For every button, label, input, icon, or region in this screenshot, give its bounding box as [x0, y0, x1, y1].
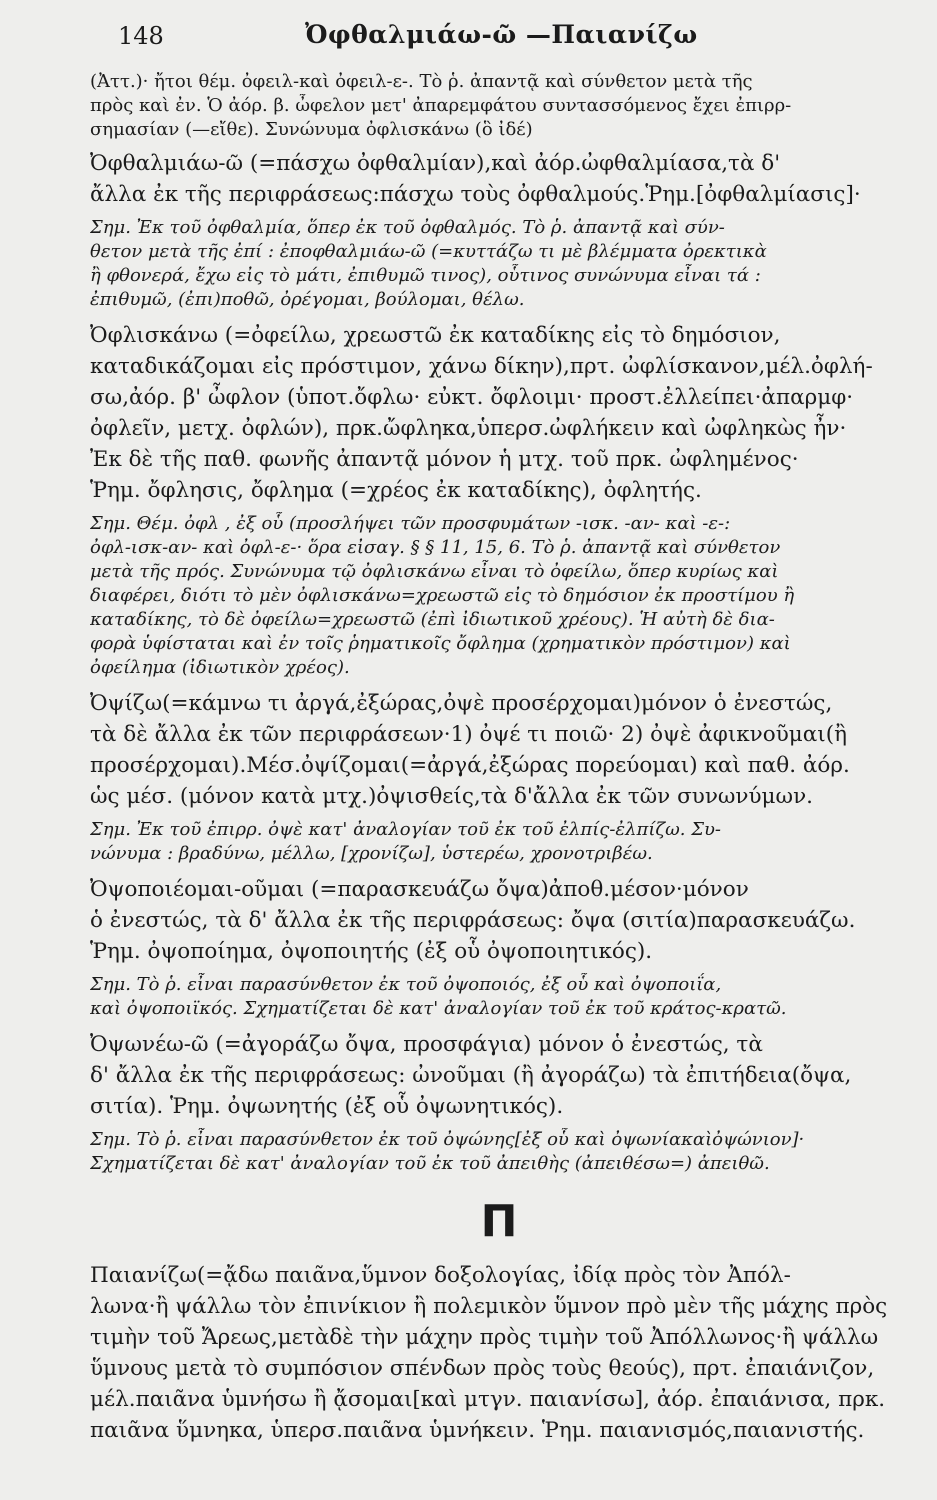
entry-opsopoieomai: [90, 874, 908, 967]
page-number: 148: [118, 22, 164, 50]
note-opsopoieomai: [90, 973, 908, 1021]
note-opsoneo: [90, 1128, 908, 1176]
text-line: ὁ ἐνεστώς, τὰ δ' ἄλλα ἐκ τῆς περιφράσεως: ὄψα (σιτία)παρασκευάζω.: [90, 908, 856, 933]
text-line: δ' ἄλλα ἐκ τῆς περιφράσεως: ὠνοῦμαι (ἢ ἀγοράζω) τὰ ἐπιτήδεια(ὄψα,: [90, 1063, 852, 1088]
note-line: διαφέρει, διότι τὸ μὲν ὀφλισκάνω=χρεωστῶ εἰς τὸ δημόσιον ἐκ προστίμου ἢ: [90, 585, 795, 606]
text-line: παιᾶνα ὕμνηκα, ὑπερσ.παιᾶνα ὑμνήκειν. Ῥημ. παιανισμός,παιανιστής.: [90, 1418, 865, 1443]
entry-ophthalmiao: [90, 148, 908, 210]
text-line: πρὸς καὶ ἐν. Ὁ ἀόρ. β. ὦφελον μετ' ἀπαρεμφάτου συντασσόμενος ἔχει ἐπιρρ-: [90, 95, 792, 116]
entry-ophliskano: [90, 320, 908, 506]
text-line: σημασίαν (—εἴθε). Συνώνυμα ὀφλισκάνω (ὃ ἰδέ): [90, 119, 533, 140]
text-line: μέλ.παιᾶνα ὑμνήσω ἢ ᾄσομαι[καὶ μτγν. παιανίσω], ἀόρ. ἐπαιάνισα, πρκ.: [90, 1387, 886, 1412]
note-line: ἢ φθονερά, ἔχω εἰς τὸ μάτι, ἐπιθυμῶ τινος), οὗτινος συνώνυμα εἶναι τά :: [90, 265, 761, 286]
note-line: Σημ. Τὸ ῥ. εἶναι παρασύνθετον ἐκ τοῦ ὀψώνης[ἐξ οὗ καὶ ὀψωνίακαὶὀψώνιον]·: [90, 1129, 805, 1150]
text-line: Ὀψωνέω-ῶ (=ἀγοράζω ὄψα, προσφάγια) μόνον ὁ ἐνεστώς, τὰ: [90, 1032, 763, 1057]
text-line: τὰ δὲ ἄλλα ἐκ τῶν περιφράσεων·1) ὀψέ τι ποιῶ· 2) ὀψὲ ἀφικνοῦμαι(ἢ: [90, 722, 847, 747]
text-line: ὡς μέσ. (μόνον κατὰ μτχ.)ὀψισθείς,τὰ δ'ἄλλα ἐκ τῶν συνωνύμων.: [90, 784, 813, 809]
text-line: Παιανίζω(=ᾄδω παιᾶνα,ὕμνον δοξολογίας, ἰδίᾳ πρὸς τὸν Ἀπόλ-: [90, 1263, 791, 1288]
note-ophthalmiao: [90, 216, 908, 312]
text-line: (Ἀττ.)· ἤτοι θέμ. ὀφειλ-καὶ ὀφειλ-ε-. Τὸ ῥ. ἀπαντᾷ καὶ σύνθετον μετὰ τῆς: [90, 71, 753, 92]
note-line: Σημ. Τὸ ῥ. εἶναι παρασύνθετον ἐκ τοῦ ὀψοποιός, ἐξ οὗ καὶ ὀψοποιΐα,: [90, 974, 722, 995]
text-line: Ῥημ. ὀψοποίημα, ὀψοποιητής (ἐξ οὗ ὀψοποιητικός).: [90, 939, 653, 964]
entry-opsizo: [90, 688, 908, 812]
text-line: ὀφλεῖν, μετχ. ὀφλών), πρκ.ὤφληκα,ὑπερσ.ὠφλήκειν καὶ ὠφληκὼς ἦν·: [90, 416, 847, 441]
note-line: καὶ ὀψοποιϊκός. Σχηματίζεται δὲ κατ' ἀναλογίαν τοῦ ἐκ τοῦ κράτος-κρατῶ.: [90, 998, 787, 1019]
text-line: Ὀφθαλμιάω-ῶ (=πάσχω ὀφθαλμίαν),καὶ ἀόρ.ὠφθαλμίασα,τὰ δ': [90, 151, 781, 176]
note-line: καταδίκης, τὸ δὲ ὀφείλω=χρεωστῶ (ἐπὶ ἰδιωτικοῦ χρέους). Ἡ αὐτὴ δὲ δια-: [90, 609, 775, 630]
note-line: ἐπιθυμῶ, (ἐπι)ποθῶ, ὀρέγομαι, βούλομαι, θέλω.: [90, 289, 525, 310]
note-line: Σημ. Ἐκ τοῦ ἐπιρρ. ὀψὲ κατ' ἀναλογίαν τοῦ ἐκ τοῦ ἐλπίς-ἐλπίζω. Συ-: [90, 819, 722, 840]
page-header: [0, 18, 937, 58]
text-line: Ὀψοποιέομαι-οῦμαι (=παρασκευάζω ὄψα)ἀποθ.μέσον·μόνον: [90, 877, 749, 902]
text-line: Ῥημ. ὄφλησις, ὄφλημα (=χρέος ἐκ καταδίκης), ὀφλητής.: [90, 478, 702, 503]
note-line: Σχηματίζεται δὲ κατ' ἀναλογίαν τοῦ ἐκ τοῦ ἀπειθὴς (ἀπειθέσω=) ἀπειθῶ.: [90, 1153, 770, 1174]
text-line: Ὀψίζω(=κάμνω τι ἀργά,ἐξώρας,ὀψὲ προσέρχομαι)μόνον ὁ ἐνεστώς,: [90, 691, 833, 716]
note-opsizo: [90, 818, 908, 866]
text-line: τιμὴν τοῦ Ἄρεως,μετὰδὲ τὴν μάχην πρὸς τιμὴν τοῦ Ἀπόλλωνος·ἢ ψάλλω: [90, 1325, 879, 1350]
text-line: λωνα·ἢ ψάλλω τὸν ἐπινίκιον ἢ πολεμικὸν ὕμνον πρὸ μὲν τῆς μάχης πρὸς: [90, 1294, 888, 1319]
text-line: ὕμνους μετὰ τὸ συμπόσιον σπένδων πρὸς τοὺς θεούς), πρτ. ἐπαιάνιζον,: [90, 1356, 875, 1381]
text-line: σω,ἀόρ. β' ὦφλον (ὑποτ.ὄφλω· εὐκτ. ὄφλοιμι· προστ.ἐλλείπει·ἀπαρμφ·: [90, 385, 854, 410]
section-letter: Π: [480, 1196, 518, 1247]
entry-opsoneo: [90, 1029, 908, 1122]
entry-continuation: [90, 70, 908, 142]
note-line: φορὰ ὑφίσταται καὶ ἐν τοῖς ῥηματικοῖς ὄφλημα (χρηματικὸν πρόστιμον) καὶ: [90, 633, 791, 654]
note-line: θετον μετὰ τῆς ἐπί : ἐποφθαλμιάω-ῶ (=κυττάζω τι μὲ βλέμματα ὀρεκτικὰ: [90, 241, 767, 262]
text-line: προσέρχομαι).Μέσ.ὀψίζομαι(=ἀργά,ἐξώρας πορεύομαι) καὶ παθ. ἀόρ.: [90, 753, 850, 778]
note-ophliskano: [90, 512, 908, 680]
note-line: Σημ. Ἐκ τοῦ ὀφθαλμία, ὅπερ ἐκ τοῦ ὀφθαλμός. Τὸ ῥ. ἀπαντᾷ καὶ σύν-: [90, 217, 725, 238]
note-line: Σημ. Θέμ. ὀφλ , ἐξ οὗ (προσλήψει τῶν προσφυμάτων -ισκ. -αν- καὶ -ε-:: [90, 513, 731, 534]
text-line: σιτία). Ῥημ. ὀψωνητής (ἐξ οὗ ὀψωνητικός).: [90, 1094, 564, 1119]
text-line: καταδικάζομαι εἰς πρόστιμον, χάνω δίκην),πρτ. ὠφλίσκανον,μέλ.ὀφλή-: [90, 354, 873, 379]
page-body: [90, 70, 908, 1452]
entry-paianizo: [90, 1260, 908, 1446]
text-line: ἄλλα ἐκ τῆς περιφράσεως:πάσχω τοὺς ὀφθαλμούς.Ῥημ.[ὀφθαλμίασις]·: [90, 182, 861, 207]
running-title: Ὀφθαλμιάω-ῶ —Παιανίζω: [305, 20, 698, 49]
note-line: μετὰ τῆς πρός. Συνώνυμα τῷ ὀφλισκάνω εἶναι τὸ ὀφείλω, ὅπερ κυρίως καὶ: [90, 561, 779, 582]
note-line: ὀφείλημα (ἰδιωτικὸν χρέος).: [90, 657, 350, 678]
text-line: Ἐκ δὲ τῆς παθ. φωνῆς ἀπαντᾷ μόνον ἡ μτχ. τοῦ πρκ. ὠφλημένος·: [90, 447, 799, 472]
note-line: ὀφλ-ισκ-αν- καὶ ὀφλ-ε-· ὅρα εἰσαγ. § § 11, 15, 6. Τὸ ῥ. ἀπαντᾷ καὶ σύνθετον: [90, 537, 781, 558]
note-line: νώνυμα : βραδύνω, μέλλω, [χρονίζω], ὑστερέω, χρονοτριβέω.: [90, 843, 653, 864]
text-line: Ὀφλισκάνω (=ὀφείλω, χρεωστῶ ἐκ καταδίκης εἰς τὸ δημόσιον,: [90, 323, 781, 348]
